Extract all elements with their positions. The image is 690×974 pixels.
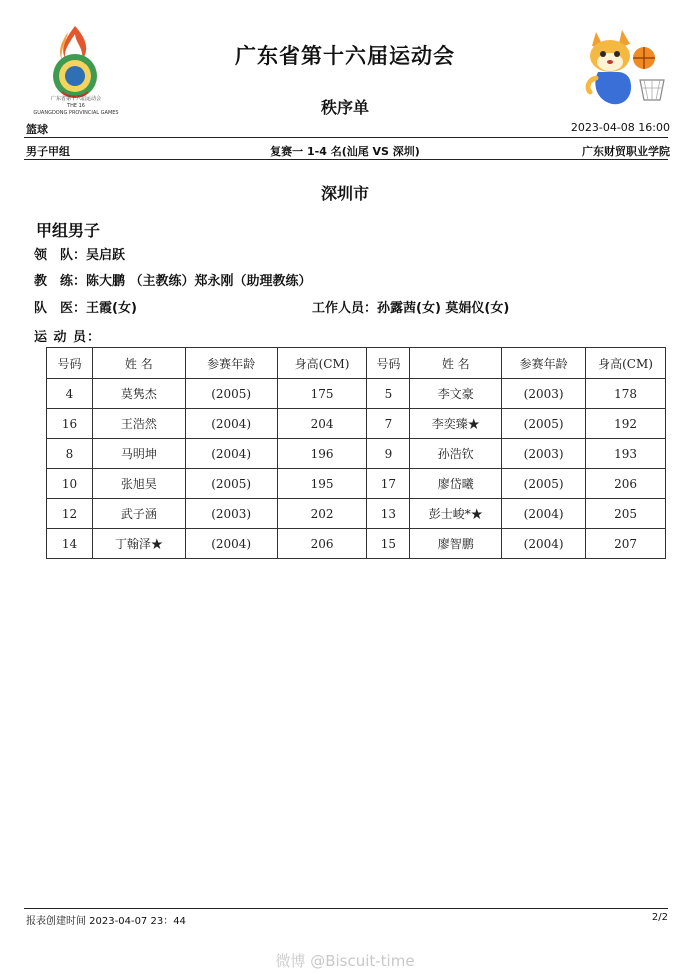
player-height: 202 <box>277 499 367 529</box>
player-height: 206 <box>277 529 367 559</box>
player-height: 193 <box>586 439 666 469</box>
table-row <box>47 529 666 559</box>
player-height: 205 <box>586 499 666 529</box>
logo-caption-line: GUANGDONG PROVINCIAL GAMES <box>33 110 119 116</box>
player-number: 8 <box>47 439 93 469</box>
player-name: 廖智鹏 <box>410 529 502 559</box>
player-name: 王浩然 <box>92 409 185 439</box>
player-age: (2005) <box>185 469 277 499</box>
divider <box>24 159 668 160</box>
group-label: 男子甲组 <box>26 145 70 158</box>
header-number: 号码 <box>47 348 93 379</box>
table-row <box>47 439 666 469</box>
player-height: 175 <box>277 379 367 409</box>
player-age: (2004) <box>185 409 277 439</box>
player-height: 204 <box>277 409 367 439</box>
player-number: 17 <box>367 469 410 499</box>
team-leader: 领 队：吴启跃 <box>34 248 126 263</box>
player-height: 196 <box>277 439 367 469</box>
player-name: 张旭昊 <box>92 469 185 499</box>
player-number: 15 <box>367 529 410 559</box>
player-age: (2005) <box>502 469 586 499</box>
report-created-time: 报表创建时间 2023-04-07 23：44 <box>26 916 186 927</box>
player-age: (2005) <box>185 379 277 409</box>
match-label: 复赛一 1-4 名(汕尾 VS 深圳) <box>270 145 420 158</box>
players-label: 运 动 员： <box>34 330 102 345</box>
player-age: (2005) <box>502 409 586 439</box>
logo-caption-line: 广东省第十六届运动会 <box>50 96 101 102</box>
section-title: 甲组男子 <box>36 221 101 240</box>
divider <box>24 137 668 138</box>
page-title: 广东省第十六届运动会 <box>235 44 455 68</box>
player-number: 13 <box>367 499 410 529</box>
player-height: 178 <box>586 379 666 409</box>
table-row <box>47 409 666 439</box>
player-name: 李文豪 <box>410 379 502 409</box>
player-age: (2004) <box>502 499 586 529</box>
player-height: 207 <box>586 529 666 559</box>
player-age: (2004) <box>185 439 277 469</box>
player-age: (2004) <box>502 529 586 559</box>
table-header-row <box>47 348 666 379</box>
player-age: (2003) <box>185 499 277 529</box>
header-number: 号码 <box>367 348 410 379</box>
header-height: 身高(CM) <box>277 348 367 379</box>
player-age: (2003) <box>502 439 586 469</box>
header-height: 身高(CM) <box>586 348 666 379</box>
player-number: 5 <box>367 379 410 409</box>
player-number: 9 <box>367 439 410 469</box>
roster-table <box>46 347 666 559</box>
table-row <box>47 499 666 529</box>
player-name: 孙浩钦 <box>410 439 502 469</box>
player-name: 丁翰泽★ <box>92 529 185 559</box>
table-row <box>47 469 666 499</box>
player-height: 192 <box>586 409 666 439</box>
player-name: 马明坤 <box>92 439 185 469</box>
player-name: 廖岱曦 <box>410 469 502 499</box>
logo-caption-line: THE 16 <box>67 103 85 109</box>
player-height: 206 <box>586 469 666 499</box>
table-row <box>47 379 666 409</box>
player-name: 彭士峻*★ <box>410 499 502 529</box>
match-datetime: 2023-04-08 16:00 <box>570 121 670 134</box>
player-name: 莫隽杰 <box>92 379 185 409</box>
header-name: 姓 名 <box>92 348 185 379</box>
header-age: 参赛年龄 <box>502 348 586 379</box>
team-staff: 工作人员：孙露茜(女) 莫娟仪(女) <box>312 301 510 316</box>
header-age: 参赛年龄 <box>185 348 277 379</box>
divider <box>24 908 668 909</box>
team-coach: 教 练：陈大鹏 （主教练）郑永刚（助理教练） <box>34 274 312 289</box>
page-subtitle: 秩序单 <box>320 98 369 117</box>
page-number: 2/2 <box>651 912 668 923</box>
player-name: 武子涵 <box>92 499 185 529</box>
player-number: 14 <box>47 529 93 559</box>
sport-label: 篮球 <box>26 123 48 136</box>
venue-label: 广东财贸职业学院 <box>582 145 670 158</box>
header-name: 姓 名 <box>410 348 502 379</box>
team-doctor: 队 医：王霞(女) <box>34 301 137 316</box>
player-number: 7 <box>367 409 410 439</box>
player-number: 4 <box>47 379 93 409</box>
player-age: (2004) <box>185 529 277 559</box>
team-name: 深圳市 <box>320 184 369 203</box>
watermark: 微博 @Biscuit-time <box>275 952 415 970</box>
player-number: 16 <box>47 409 93 439</box>
player-number: 10 <box>47 469 93 499</box>
player-name: 李奕臻★ <box>410 409 502 439</box>
player-height: 195 <box>277 469 367 499</box>
player-number: 12 <box>47 499 93 529</box>
player-age: (2003) <box>502 379 586 409</box>
